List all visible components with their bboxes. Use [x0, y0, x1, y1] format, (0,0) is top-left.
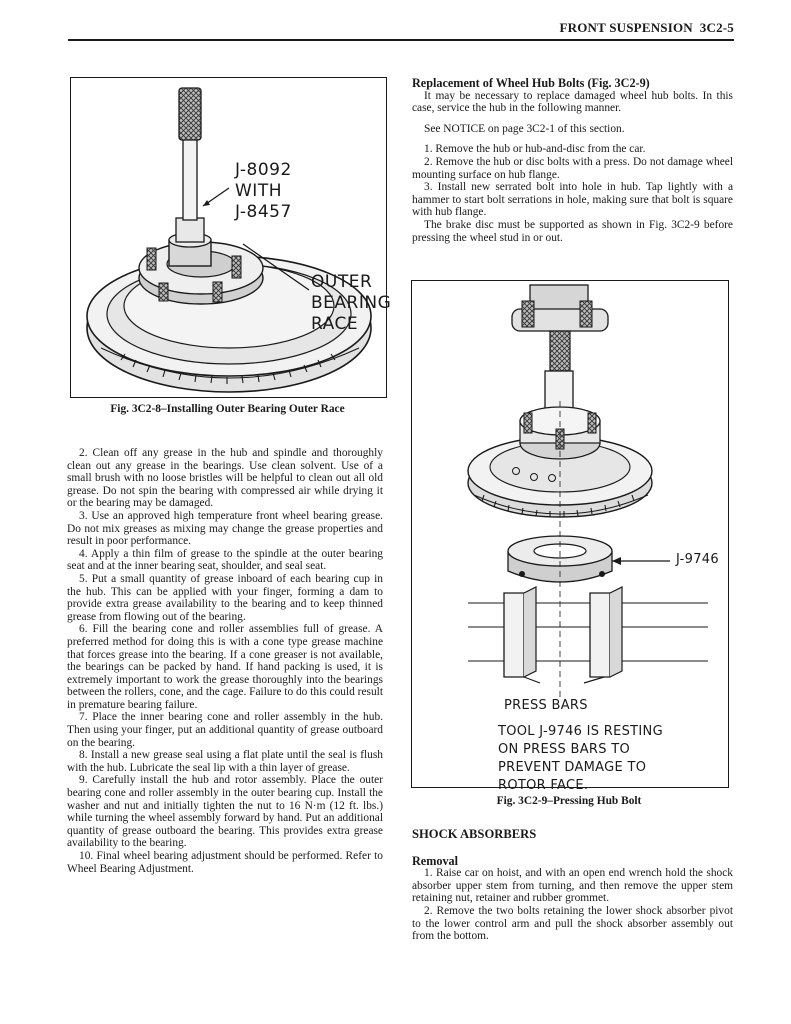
shock-absorbers-section [412, 828, 733, 943]
tool-note-line-2: ON PRESS BARS TO [498, 742, 631, 757]
paragraph-step-8: 8. Install a new grease seal using a flat plate until the seal is flush with the hub. Lubricate the seal lip with a thin layer of grease. [67, 749, 383, 774]
wheel-hub-bolts-heading: Replacement of Wheel Hub Bolts (Fig. 3C2-9) [412, 76, 650, 90]
tool-note-line-3: PREVENT DAMAGE TO [498, 760, 647, 775]
running-header [560, 20, 734, 36]
figure-3c2-9 [411, 280, 729, 793]
outer-race-installation-illustration [71, 78, 386, 397]
callout-press-bars: PRESS BARS [504, 698, 588, 713]
paragraph-step-2: 2. Clean off any grease in the hub and spindle and thoroughly clean out any grease in the bearings. Use clean solvent. Use of a small brush with no loose bristles will be helpful to clean out all old grease. Do not spin the bearing with compressed air while drying it or the bearing may be damaged. [67, 447, 383, 510]
paragraph-step-6: 6. Fill the bearing cone and roller assemblies full of grease. A preferred method for doing this is with a cone type grease machine that forces grease into the bearing. If a cone greaser is not available, the bearings can be packed by hand. If hand packing is used, it is extremely important to work the grease thoroughly into the bearings between the rollers, cone, and the cage. Failure to do this could result in premature bearing failure. [67, 623, 383, 711]
paragraph-step-7: 7. Place the inner bearing cone and roller assembly in the hub. Then using your finger, put an additional quantity of grease outboard on the bearing. [67, 711, 383, 749]
removal-subheading: Removal [412, 853, 459, 868]
notice-reference: See NOTICE on page 3C2-1 of this section. [424, 122, 625, 135]
hub-bolt-step-1: 1. Remove the hub or hub-and-disc from the car. [424, 143, 646, 156]
header-rule [68, 39, 734, 41]
paragraph-step-3: 3. Use an approved high temperature front wheel bearing grease. Do not mix greases as mixing may change the grease properties and result in poor performance. [67, 509, 383, 548]
wheel-hub-bolts-intro: It may be necessary to replace damaged wheel hub bolts. In this case, service the hub in the following manner. [412, 89, 733, 115]
header-title: FRONT SUSPENSION [559, 20, 693, 35]
installer-tool [169, 88, 211, 266]
callout-tool-j8092-j8457 [235, 160, 292, 223]
header-page-number: 3C2-5 [699, 20, 734, 35]
callout-tool-line-3: J-8457 [235, 202, 292, 222]
callout-race-line-1: OUTER [311, 272, 373, 292]
figure-3c2-9-caption: Fig. 3C2-9–Pressing Hub Bolt [496, 795, 642, 807]
shock-removal-step-2: 2. Remove the two bolts retaining the lower shock absorber pivot to the lower control arm and pull the shock absorber assembly out from the bottom. [412, 904, 733, 943]
callout-tool-line-1: J-8092 [235, 160, 292, 180]
paragraph-step-5: 5. Put a small quantity of grease inboard of each bearing cup in the hub. This can be applied with your finger, forming a dam to provide extra grease availability to the bearing and to keep thinned grease from flowing out of the bearing. [67, 572, 383, 623]
hub-bolt-step-3: 3. Install new serrated bolt into hole in hub. Tap lightly with a hammer to start bolt serrations in hole, making sure that bolt is square with hub flange. [412, 181, 733, 219]
left-column-text [67, 447, 383, 875]
tool-note-line-1: TOOL J-9746 IS RESTING [498, 724, 663, 739]
shock-removal-step-1: 1. Raise car on hoist, and with an open end wrench hold the shock absorber upper stem from turning, and then remove the upper stem retaining nut, retainer and rubber grommet. [412, 867, 733, 905]
callout-race-line-2: BEARING [311, 293, 392, 313]
hub-bolt-step-2: 2. Remove the hub or disc bolts with a press. Do not damage wheel mounting surface on hub flange. [412, 155, 733, 181]
figure-3c2-8 [70, 77, 392, 398]
callout-j-9746: J-9746 [676, 552, 719, 567]
paragraph-step-4: 4. Apply a thin film of grease to the spindle at the outer bearing seat and at the inner bearing seat, shoulder, and seal seat. [67, 547, 383, 573]
brake-disc-support-note: The brake disc must be supported as shown in Fig. 3C2-9 before pressing the wheel stud in or out. [412, 218, 733, 244]
paragraph-step-10: 10. Final wheel bearing adjustment should be performed. Refer to Wheel Bearing Adjustment. [67, 850, 383, 875]
callout-outer-bearing-race [311, 272, 391, 335]
tool-resting-note [498, 723, 663, 795]
figure-3c2-8-caption: Fig. 3C2-8–Installing Outer Bearing Outer Race [110, 403, 345, 415]
shock-absorbers-heading: SHOCK ABSORBERS [412, 827, 537, 841]
callout-tool-line-2: WITH [235, 181, 282, 201]
callout-race-line-3: RACE [311, 314, 359, 334]
press-bars [468, 587, 708, 677]
tool-note-line-4: ROTOR FACE. [498, 778, 589, 793]
right-column-text [412, 77, 733, 244]
paragraph-step-9: 9. Carefully install the hub and rotor assembly. Place the outer bearing cone and roller assembly in the outer bearing cup. Install the washer and nut and initially tighten the nut to 16 N·m (12 ft. lbs.) while turning the wheel assembly forward by hand. Put an additional quantity of grease outboard the bearing. This provides extra grease availability to the bearing. [67, 774, 383, 850]
press-ram [512, 285, 608, 415]
